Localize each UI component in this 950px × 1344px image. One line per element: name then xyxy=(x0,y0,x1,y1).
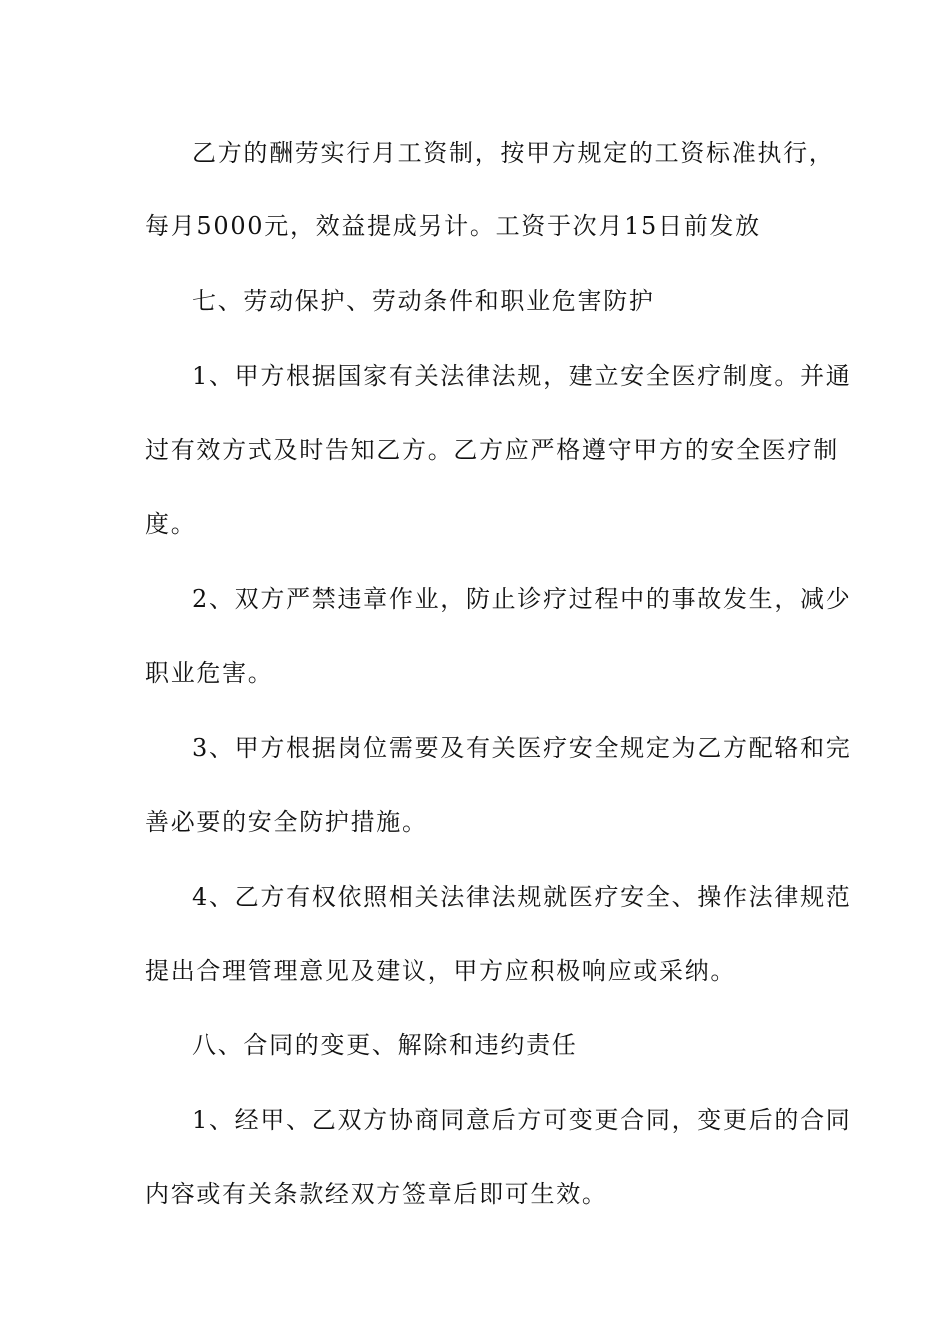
paragraph-line-8: 3、甲方根据岗位需要及有关医疗安全规定为乙方配辂和完 xyxy=(192,734,852,762)
paragraph-line-4: 过有效方式及时告知乙方。乙方应严格遵守甲方的安全医疗制 xyxy=(145,436,839,464)
section-heading-8: 八、合同的变更、解除和违约责任 xyxy=(192,1031,578,1059)
paragraph-line-12: 1、经甲、乙双方协商同意后方可变更合同，变更后的合同 xyxy=(192,1106,852,1134)
paragraph-line-10: 4、乙方有权依照相关法律法规就医疗安全、操作法律规范 xyxy=(192,883,852,911)
paragraph-line-11: 提出合理管理意见及建议，甲方应积极响应或采纳。 xyxy=(145,957,737,985)
paragraph-line-13: 内容或有关条款经双方签章后即可生效。 xyxy=(145,1180,608,1208)
paragraph-line-7: 职业危害。 xyxy=(145,659,274,687)
section-heading-7: 七、劳动保护、劳动条件和职业危害防护 xyxy=(192,287,655,315)
paragraph-line-5: 度。 xyxy=(145,510,197,538)
paragraph-line-2: 每月5000元，效益提成另计。工资于次月15日前发放 xyxy=(145,212,761,240)
paragraph-line-6: 2、双方严禁违章作业，防止诊疗过程中的事故发生，减少 xyxy=(192,585,852,613)
paragraph-line-3: 1、甲方根据国家有关法律法规，建立安全医疗制度。并通 xyxy=(192,362,852,390)
paragraph-line-1: 乙方的酬劳实行月工资制，按甲方规定的工资标准执行， xyxy=(192,139,835,167)
paragraph-line-9: 善必要的安全防护措施。 xyxy=(145,808,428,836)
